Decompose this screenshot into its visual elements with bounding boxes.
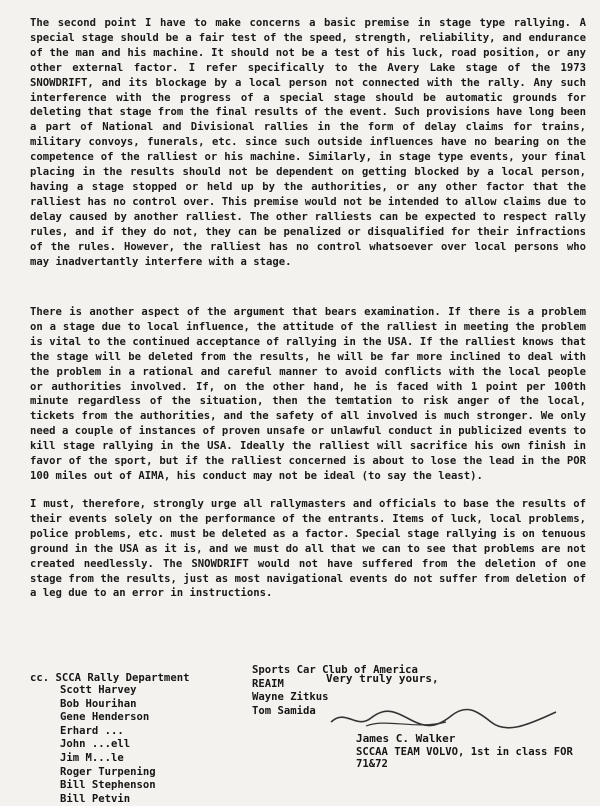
paragraph-premise: The second point I have to make concerns a basic premise in stage type rallying. A special stage should be a fair test of the speed, strength, reliability, and endurance of the man and his machine. It should not be a test of his luck, road position, or any other external factor. I refer specifically to the Avery Lake stage of the 1973 SNOWDRIFT, and its blockage by a local person not connected with the rally. Any such interference with the progress of a special stage should be automatic grounds for deleting that stage from the final results of the event. Such provisions have long been a part of National and Divisional rallies in the form of delay claims for trains, military convoys, funerals, etc. since such outside influences have no bearing on the competence of the ralliest or his machine. Similarly, in stage type events, your final placing in the results should not be dependent on getting blocked by a local person, having a stage stopped or held up by the authorities, or any other factor that the ralliest has no control over. This premise would not be intended to allow claims due to delay caused by another ralliest. The other ralliests can be expected to respect rally rules, and if they do not, they can be penalized or disqualified for their infractions of the rules. However, the ralliest has no control whatsoever over local persons who may inadvertantly interfere with a stage.: [30, 17, 586, 268]
cc-name: Tom Samida: [252, 704, 316, 717]
cc-name: Bill Stephenson: [60, 779, 156, 792]
cc-name: REAIM: [252, 677, 284, 690]
cc-name: John ...ell: [60, 738, 131, 751]
cc-list-secondary: [252, 664, 418, 718]
paragraph-argument: There is another aspect of the argument that bears examination. If there is a problem on a stage due to local influence, the attitude of the ralliest in meeting the problem is vital to the continued acceptance of rallying in the USA. If the ralliest knows that the stage will be deleted from the results, he will be far more inclined to deal with the problem in a rational and careful manner to avoid conflicts with the local people or authorities involved. If, on the other hand, he is faced with 1 point per 100th minute regardless of the situation, then the temtation to risk anger of the local, tickets from the authorities, and the safety of all involved is much stronger. We only need a couple of instances of proven unsafe or unlawful conduct in publicized events to kill stage rallying in the USA. Ideally the ralliest will sacrifice his own finish in favor of the sport, but if the ralliest concerned is about to lose the lead in the POR 100 miles out of AIMA, his conduct may not be ideal (to say the least).: [30, 306, 586, 482]
cc-list: [60, 684, 156, 806]
paragraph-conclusion: I must, therefore, strongly urge all rallymasters and officials to base the results of their events solely on the performance of the entrants. Items of luck, local problems, police problems, etc. must be deleted as a factor. Special stage rallying is on tenuous ground in the USA as it is, and we must do all that we can to see that problems are not created needlessly. The SNOWDRIFT would not have suffered from the deletion of one stage from the results, just as most navigational events do not suffer from deletion of a leg due to an error in instructions.: [30, 498, 586, 600]
valediction: Very truly yours,: [326, 672, 439, 685]
cc-label: cc. SCCA Rally Department: [30, 672, 190, 684]
cc-name: Scott Harvey: [60, 684, 137, 696]
cc-name: Bill Petvin: [60, 792, 131, 805]
cc-name: Jim M...le: [60, 751, 124, 764]
signer-title: SCCAA TEAM VOLVO, 1st in class FOR 71&72: [356, 746, 573, 770]
cc-name: Gene Henderson: [60, 711, 150, 724]
cc-name: Sports Car Club of America: [252, 664, 418, 676]
cc-name: Wayne Zitkus: [252, 691, 329, 704]
cc-name: Roger Turpening: [60, 765, 156, 778]
signer-name: James C. Walker: [356, 732, 456, 745]
cc-name: Erhard ...: [60, 724, 124, 737]
cc-name: Bob Hourihan: [60, 697, 137, 710]
